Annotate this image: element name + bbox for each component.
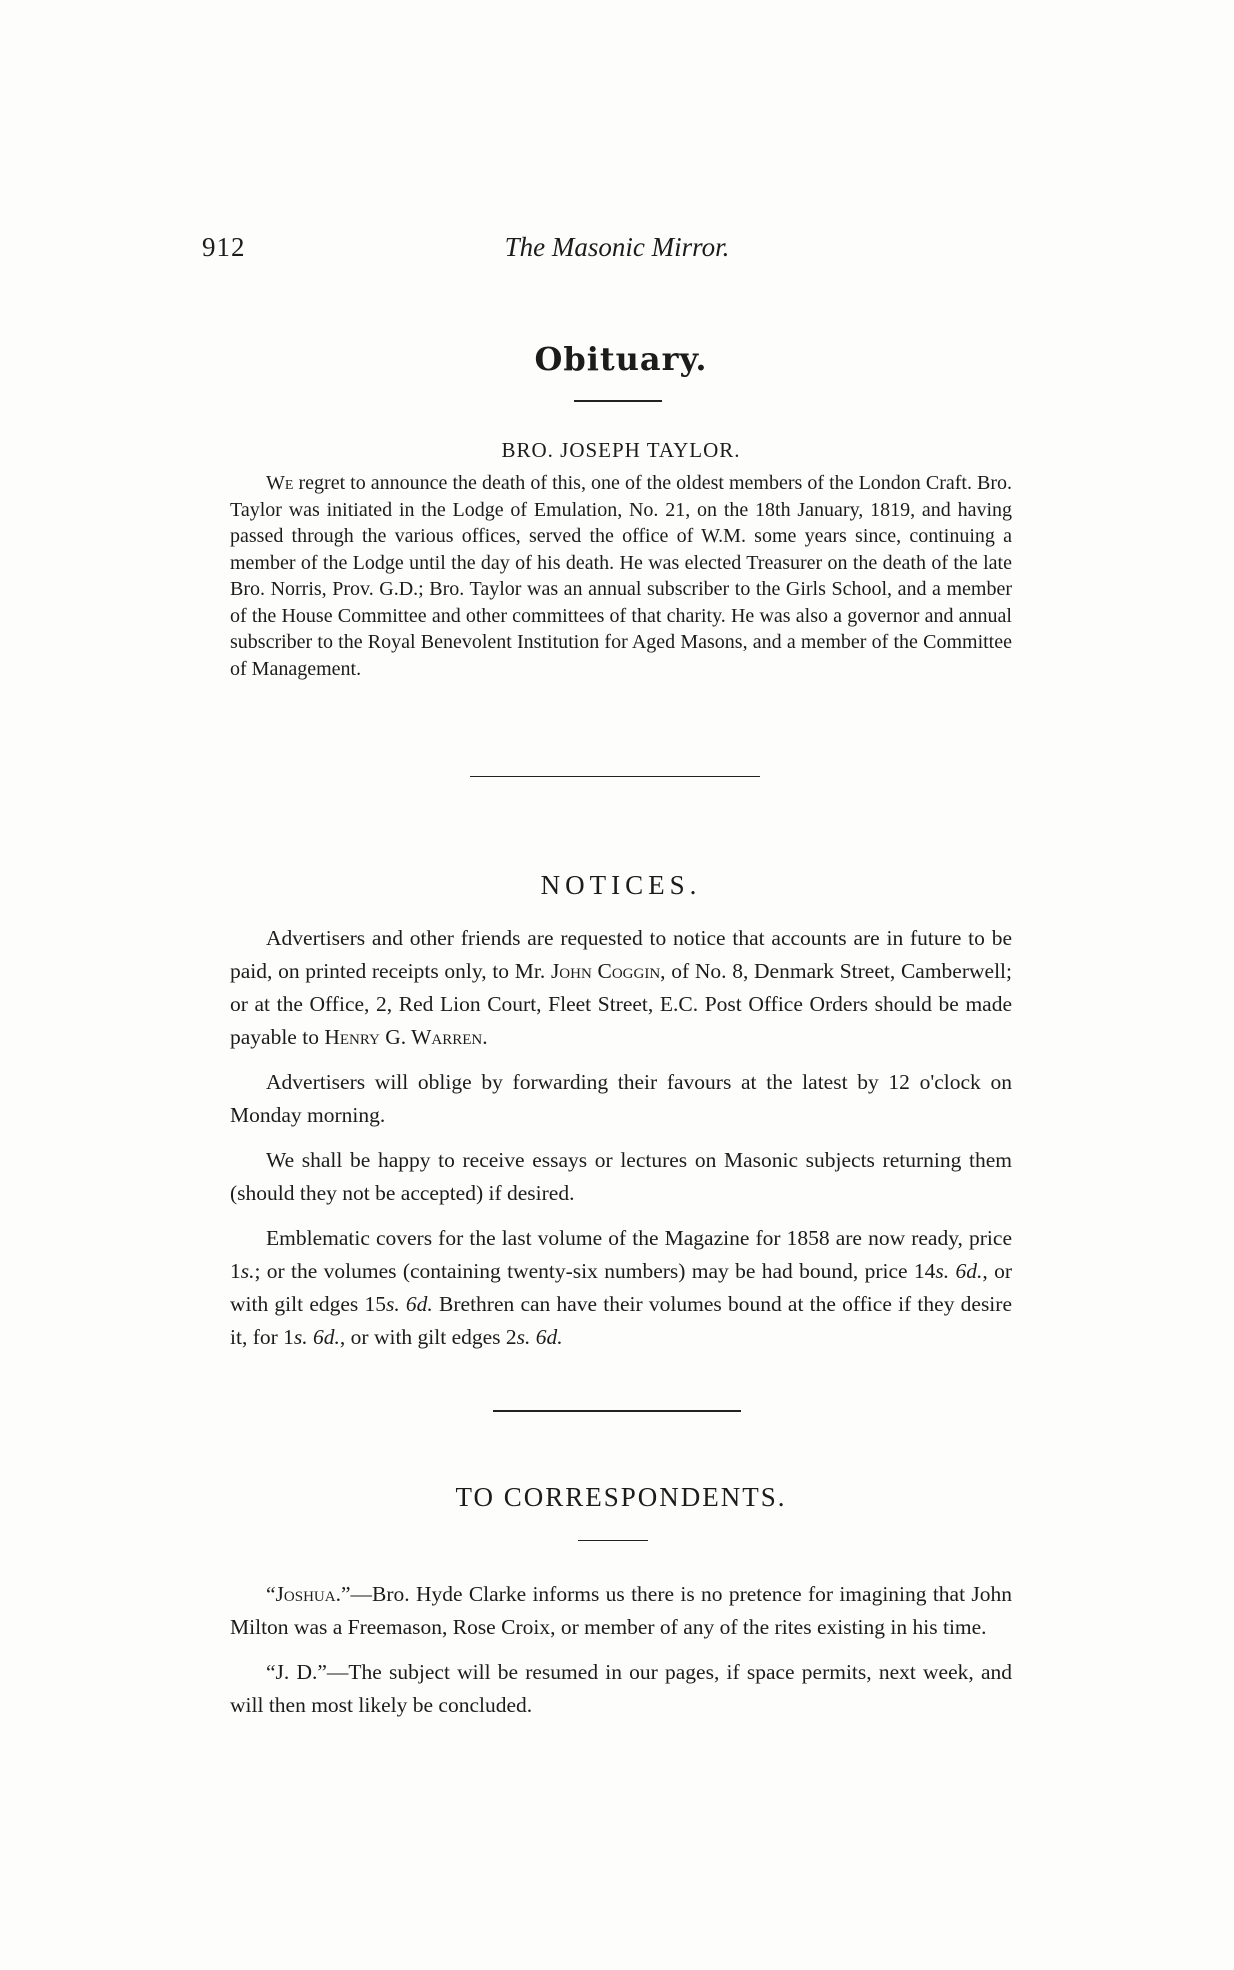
notice-text: , of No. 8, Denmark Street, Camberwell; or at the Office, 2, Red Lion Court, Fleet Street, E.C. Post Office Orders should be made payable to [230,959,1012,1049]
obituary-subheading: BRO. JOSEPH TAYLOR. [501,438,741,462]
correspondent-text: —The subject will be resumed in our pages, if space permits, next week, and will then most likely be concluded. [230,1660,1012,1717]
obituary-text: regret to announce the death of this, one of the oldest members of the London Craft. Bro. Taylor was initiated in the Lodge of Emulation, No. 21, on the 18th January, 1819, and having passed through the various offices, served the office of W.M. some years since, continuing a member of the Lodge until the day of his death. He was elected Treasurer on the death of the late Bro. Norris, Prov. G.D.; Bro. Taylor was an annual subscriber to the Girls School, and a member of the House Committee and other committees of that charity. He was also a governor and annual subscriber to the Royal Benevolent Institution for Aged Masons, and a member of the Committee of Management. [230,472,1012,680]
notice-text: Emblematic covers for the last volume of the Magazine for 1858 are now ready, price 1 [230,1226,1012,1283]
currency-unit: s. [240,1259,255,1283]
obituary-lead-word: We [266,472,294,494]
section-divider [493,1410,741,1412]
page-number: 912 [202,232,246,262]
notices-body [230,922,1012,1366]
obituary-body [230,470,1012,682]
notice-text: Advertisers and other friends are requested to notice that accounts are in future to be paid, on printed receipts only, to Mr. [230,926,1012,983]
correspondent-text: —Bro. Hyde Clarke informs us there is no pretence for imagining that John Milton was a Freemason, Rose Croix, or member of any of the rites existing in his time. [230,1582,1012,1639]
correspondents-heading: TO CORRESPONDENTS. [455,1482,787,1512]
correspondent-name: “J. D.” [266,1660,327,1684]
notice-text: Brethren can have their volumes bound at the office if they desire it, for 1 [230,1292,1012,1349]
correspondent-entry [230,1578,1012,1644]
currency-unit: s. 6d. [293,1325,340,1349]
correspondent-entry [230,1656,1012,1722]
correspondent-name: “Joshua.” [266,1582,351,1606]
notice-paragraph: We shall be happy to receive essays or lectures on Masonic subjects returning them (should they not be accepted) if desired. [230,1148,1012,1205]
obituary-heading: Obituary. [534,340,708,378]
running-title: The Masonic Mirror. [504,232,730,262]
currency-unit: s. 6d. [516,1325,563,1349]
notice-text: , or with gilt edges 2 [339,1325,517,1349]
notice-text: ; or the volumes (containing twenty-six numbers) may be had bound, price 14 [254,1259,936,1283]
currency-unit: s. 6d. [935,1259,983,1283]
running-header [202,232,1032,272]
notice-name: Henry G. Warren [324,1025,483,1049]
divider-rule [574,400,662,402]
divider-rule [578,1540,648,1541]
currency-unit: s. 6d. [385,1292,433,1316]
section-divider [470,776,760,777]
notice-paragraph: Advertisers will oblige by forwarding their favours at the latest by 12 o'clock on Monday morning. [230,1070,1012,1127]
notice-text: , or with gilt edges 15 [230,1259,1012,1316]
notice-paragraph [230,1222,1012,1354]
notice-paragraph [230,922,1012,1054]
notice-text: . [482,1025,488,1049]
notice-name: John Coggin [550,959,661,983]
correspondents-body [230,1578,1012,1734]
notices-heading: NOTICES. [540,870,702,900]
